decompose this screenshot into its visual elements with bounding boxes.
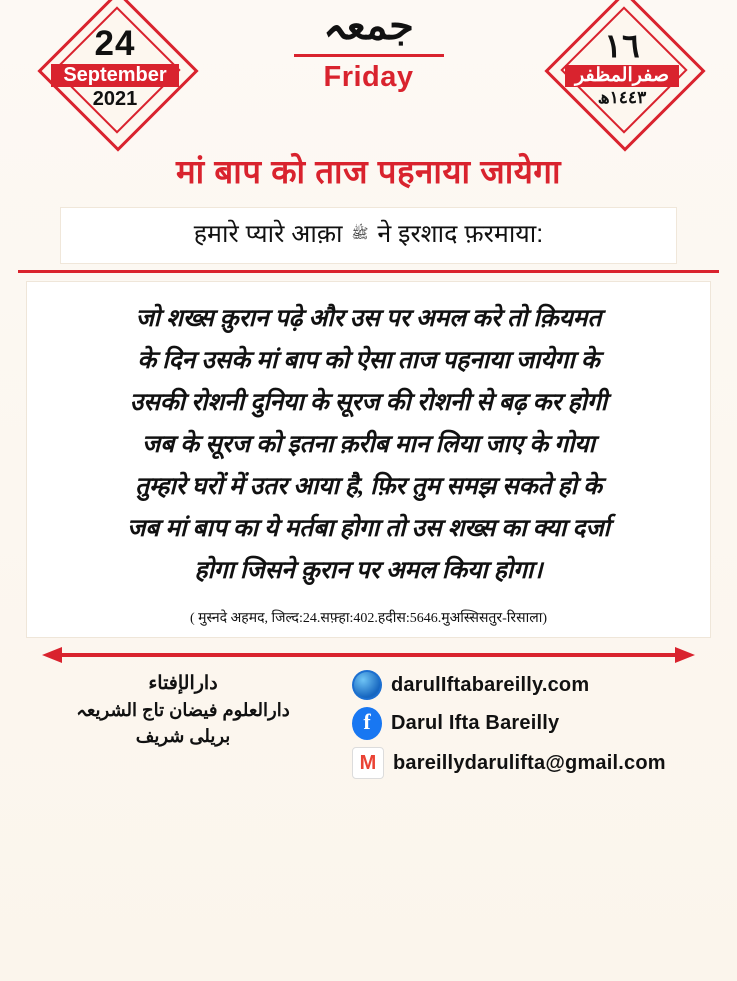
intro-before: हमारे प्यारे आक़ा [193, 220, 343, 248]
hijri-month: صفرالمظفر [565, 65, 679, 87]
org-line-2: دارالعلوم فیضان تاج الشریعہ [76, 700, 290, 721]
organization-block [18, 670, 348, 747]
hadith-box [26, 281, 711, 639]
intro-after: ने इरशाद फ़रमाया: [377, 220, 544, 248]
hadith-line: जब के सूरज को इतना क़रीब मान लिया जाए के गोया [142, 430, 595, 458]
arrow-right-icon [675, 647, 695, 663]
divider-bar [60, 653, 677, 657]
website-label[interactable]: darulIftabareilly.com [391, 673, 590, 696]
weekday-english: Friday [323, 61, 414, 93]
gregorian-year: 2021 [92, 88, 138, 111]
hijri-date-badge [515, 2, 729, 134]
hadith-reference: ( मुस्नदे अहमद, जिल्द:24.सफ़्हा:402.हदीस:5646.मुअस्सिसतुर-रिसाला) [189, 611, 548, 627]
header-divider [294, 54, 444, 57]
intro-text [67, 218, 670, 251]
gmail-icon: M [352, 747, 384, 779]
hijri-day: ١٦ [604, 26, 640, 64]
hijri-year: ١٤٤٣ھ [597, 88, 647, 108]
facebook-label[interactable]: Darul Ifta Bareilly [391, 712, 560, 735]
gregorian-date-badge [8, 2, 222, 134]
weekday-block [240, 4, 497, 94]
hadith-line: होगा जिसने क़ुरान पर अमल किया होगा। [194, 557, 543, 585]
poster-footer [18, 670, 719, 786]
contact-block [348, 670, 719, 786]
email-label[interactable]: bareillydarulifta@gmail.com [393, 751, 666, 774]
intro-underline [18, 270, 719, 273]
page-title: मां बाप को ताज पहनाया जायेगा [175, 153, 562, 190]
org-line-1: دارالإفتاء [148, 673, 218, 695]
hadith-line: उसकी रोशनी दुनिया के सूरज की रोशनी से बढ़ कर होगी [129, 388, 608, 416]
arrow-divider [30, 644, 707, 666]
facebook-icon: f [352, 707, 382, 740]
gregorian-day: 24 [94, 23, 136, 63]
hadith-line: तुम्हारे घरों में उतर आया है, फ़िर तुम समझ सकते हो के [135, 473, 602, 500]
weekday-arabic: جمعہ [323, 4, 414, 48]
sallallahu-icon: ﷺ [351, 225, 369, 241]
org-line-3: بریلی شریف [135, 726, 231, 747]
hadith-line: के दिन उसके मां बाप को ऐसा ताज पहनाया जायेगा के [137, 346, 600, 374]
contact-email[interactable] [352, 747, 719, 779]
intro-box [60, 207, 677, 264]
arrow-left-icon [42, 647, 62, 663]
poster-header [0, 0, 737, 140]
gregorian-month: September [51, 64, 178, 87]
hadith-line: जो शख्स क़ुरान पढ़े और उस पर अमल करे तो क़ियमत [135, 304, 602, 332]
contact-facebook[interactable] [352, 707, 719, 740]
contact-website[interactable] [352, 670, 719, 700]
globe-icon [352, 670, 382, 700]
hadith-line: जब मां बाप का ये मर्तबा होगा तो उस शख्स का क्या दर्जा [127, 515, 610, 543]
